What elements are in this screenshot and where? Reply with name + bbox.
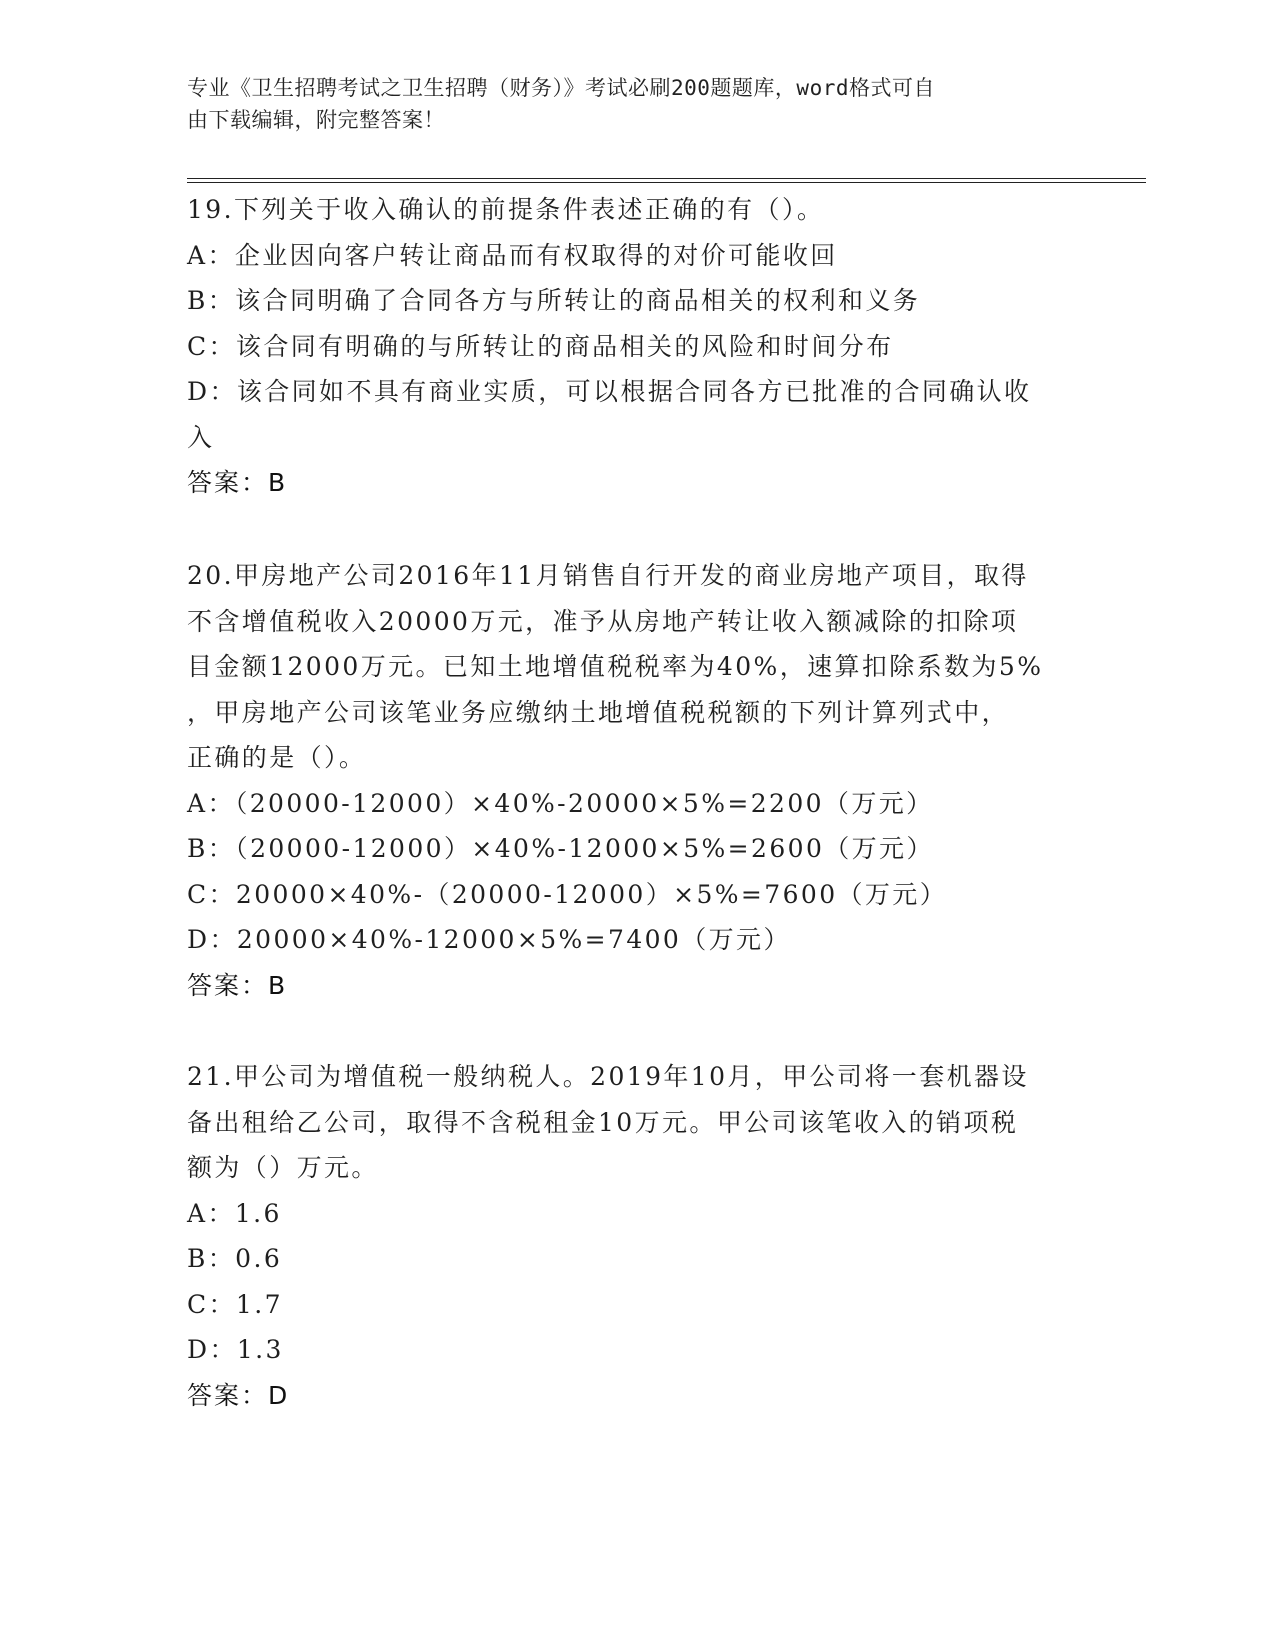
answer-line	[187, 1373, 1087, 1419]
option-d-continued: 入	[187, 422, 215, 452]
header-line-2: 由下载编辑，附完整答案！	[187, 108, 445, 132]
option-a: A：（20000-12000）×40%-20000×5%=2200（万元）	[187, 788, 934, 818]
question-stem-line: 备出租给乙公司，取得不含税租金10万元。甲公司该笔收入的销项税	[187, 1107, 1019, 1137]
option-b: B：0.6	[187, 1244, 283, 1273]
option-b: B：（20000-12000）×40%-12000×5%=2600（万元）	[187, 834, 934, 863]
answer-label: 答案：	[187, 468, 269, 497]
question-stem-line: ，甲房地产公司该笔业务应缴纳土地增值税税额的下列计算列式中，	[187, 697, 1010, 727]
answer-label: 答案：	[187, 970, 269, 1000]
answer-label: 答案：	[187, 1380, 269, 1410]
question-21	[187, 1054, 1087, 1418]
header-line-1: 专业《卫生招聘考试之卫生招聘（财务）》考试必刷200题题库，word格式可自	[187, 76, 935, 100]
option-c: C：该合同有明确的与所转让的商品相关的风险和时间分布	[187, 331, 894, 361]
question-stem-line: 额为（）万元。	[187, 1153, 379, 1182]
header-divider-bottom	[187, 182, 1146, 183]
question-stem-line: 正确的是（）。	[187, 743, 367, 772]
answer-line	[187, 963, 1087, 1009]
document-header	[187, 72, 1087, 136]
answer-value: B	[268, 468, 287, 497]
question-stem-line: 不含增值税收入20000万元，准予从房地产转让收入额减除的扣除项	[187, 606, 1019, 636]
option-d: D：1.3	[187, 1335, 284, 1364]
option-b: B：该合同明确了合同各方与所转让的商品相关的权利和义务	[187, 286, 921, 315]
option-d: D：该合同如不具有商业实质，可以根据合同各方已批准的合同确认收	[187, 377, 1032, 406]
option-c: C：20000×40%-（20000-12000）×5%=7600（万元）	[187, 879, 948, 909]
question-stem: 19.下列关于收入确认的前提条件表述正确的有（）。	[187, 195, 825, 224]
option-a: A：1.6	[187, 1198, 282, 1228]
option-d: D：20000×40%-12000×5%=7400（万元）	[187, 925, 791, 954]
question-20	[187, 553, 1087, 1008]
option-a: A：企业因向客户转让商品而有权取得的对价可能收回	[187, 240, 838, 270]
question-stem-line: 目金额12000万元。已知土地增值税税率为40%，速算扣除系数为5%	[187, 652, 1044, 681]
answer-value: B	[268, 970, 287, 1000]
answer-line	[187, 460, 1087, 506]
question-stem-line: 21.甲公司为增值税一般纳税人。2019年10月，甲公司将一套机器设	[187, 1062, 1029, 1091]
question-19	[187, 187, 1087, 506]
answer-value: D	[268, 1380, 289, 1410]
question-stem-line: 20.甲房地产公司2016年11月销售自行开发的商业房地产项目，取得	[187, 561, 1029, 590]
option-c: C：1.7	[187, 1289, 283, 1319]
header-divider-top	[187, 178, 1146, 179]
